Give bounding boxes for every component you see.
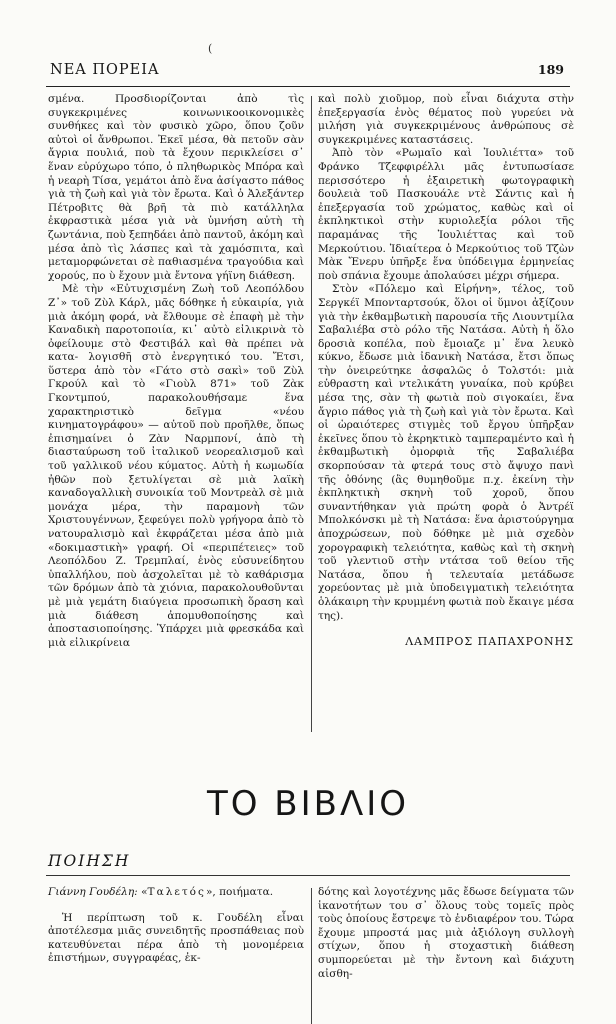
paragraph: σμένα. Προσδιορίζονται ἀπὸ τὶς συγκεκριμένες κοινωνικοοικονομικὲς συνθήκες καὶ τὸν φυσικὸ χῶρο, ὅπου ζοῦν αὐτοὶ οἱ ἄνθρωποι. Ἐκεῖ μέσα, θὰ πετοῦν σὰν ἄγρια πουλιά, ποὺ τὰ ἔχουν περικλείσει σ᾽ ἕναν εὐρύχωρο τόπο, ὁ πληθωρικὸς Μπόρα καὶ ἡ νεαρὴ Τίσα, γεμάτοι ἀπὸ ἕνα ἀσίγαστο πάθος γιὰ τὴ ζωὴ καὶ γιὰ τὸν ἔρωτα. Καὶ ὁ Ἀλεξάντερ Πέτροβιτς θὰ βρῆ τὰ πιὸ κατάλληλα ἐκφραστικὰ μέσα γιὰ νὰ ὑμνήση αὐτὴ τὴ ζωντάνια, ποὺ ξεπηδάει ἀπὸ παντοῦ, ἀκόμη καὶ μέσα ἀπὸ τὶς λάσπες καὶ τὰ χαμόσπιτα, καὶ μεταμορφώνεται σὲ παθιασμένα τραγούδια καὶ χορούς, πο ὺ ἔχουν μιὰ ἔντονα γήϊνη διάθεση. [48, 93, 305, 282]
page-number: 189 [537, 62, 564, 77]
column-divider [311, 96, 312, 732]
running-head [50, 62, 564, 78]
author-signature: ΛΑΜΠΡΟΣ ΠΑΠΑΧΡΟΝΗΣ [405, 635, 574, 649]
review-right-column [318, 886, 574, 981]
book-title: Ταλετός [147, 886, 206, 898]
book-suffix: , ποιήματα. [212, 886, 274, 898]
review-left-column [48, 886, 304, 966]
paragraph: Ἀπὸ τὸν «Ρωμαῖο καὶ Ἰουλιέττα» τοῦ Φράνκο Τζεφφιρέλλι μᾶς ἐντυπωσίασε περισσότερο ἡ ἐξαιρετικὴ φωτογραφικὴ δουλειὰ τοῦ Πασκουάλε ντὲ Σάντις καὶ ἡ ἐπεξεργασία τοῦ χρώματος, καθὼς καὶ οἱ ἐκπληκτικοὶ στὴν κυριολεξία ρόλοι τῆς παραμάνας τῆς Ἰουλιέττας καὶ τοῦ Μερκούτιου. Ἰδιαίτερα ὁ Μερκούτιος τοῦ Τζὼν Μὰκ Ἔνερυ ὑπῆρξε ἕνα ὑπόδειγμα ἑρμηνείας ποὺ σπάνια ἔχουμε ἀπολαύσει μέχρι σήμερα. [318, 147, 574, 282]
column-divider [311, 888, 312, 1024]
paragraph: Μὲ τὴν «Εὐτυχισμένη Ζωὴ τοῦ Λεοπόλδου Ζ᾽» τοῦ Ζὺλ Κάρλ, μᾶς δόθηκε ἡ εὐκαιρία, γιὰ μιὰ ἀκόμη φορά, νὰ ἔλθουμε σὲ ἐπαφὴ μὲ τὴν Καναδικὴ παροτοποιία, κι᾽ αὐτὸ εἰλικρινὰ τὸ ὀφείλουμε στὸ Φεστιβάλ καὶ θὰ πρέπει νὰ κατα- λογισθῆ στὸ ἐνεργητικό του. Ἔτσι, ὕστερα ἀπὸ τὸν «Γάτο στὸ σακὶ» τοῦ Ζὺλ Γκρούλ καὶ τὸ «Γιοὺλ 871» τοῦ Ζὰκ Γκοντμπού, παρακολουθήσαμε ἕνα χαρακτηριστικὸ δεῖγμα «νέου κινηματογράφου» — αὐτοῦ ποὺ προῆλθε, ὅπως ἐπισημαίνει ὁ Ζὰν Ναρμπονί, ἀπὸ τὴ διασταύρωση τοῦ ἰταλικοῦ νεορεαλισμοῦ καὶ τοῦ γαλλικοῦ νέου κύματος. Αὐτὴ ἡ κωμωδία ἠθῶν ποὺ ξετυλίγεται σὲ μιὰ λαϊκὴ καναδογαλλικὴ συνοικία τοῦ Μοντρεὰλ σὲ μιὰ μονάχα μέρα, τὴν παραμονὴ τῶν Χριστουγέννων, ξεφεύγει πολὺ γρήγορα ἀπὸ τὸ νατουραλισμὸ καὶ ἐκφράζεται μέσα ἀπὸ μιὰ «δοκιμαστικὴ» γραφή. Οἱ «περιπέτειες» τοῦ Λεοπόλδου Ζ. Τρεμπλαί, ἑνὸς εὐσυνείδητου ὑπαλλήλου, ποὺ ἀσχολεῖται μὲ τὸ καθάρισμα τῶν δρόμων ἀπὸ τὰ χιόνια, παρακολουθοῦνται μὲ μιὰ γεμάτη διαύγεια προσωπικὴ ὅραση καὶ μιὰ διάθεση ἀπομυθοποίησης καὶ ἀποστασιοποίησης. Ὑπάρχει μιὰ φρεσκάδα καὶ μιὰ εἰλικρίνεια [48, 283, 304, 649]
subsection-title: ΠΟΙΗΣΗ [48, 852, 131, 870]
book-title-open: « [141, 886, 148, 898]
book-title-close: » [205, 886, 213, 898]
section-title: ΤΟ ΒΙΒΛΙΟ [206, 784, 410, 824]
paragraph: δότης καὶ λογοτέχνης μᾶς ἔδωσε δείγματα τῶν ἱκανοτήτων του σ᾽ ὅλους τοὺς τομεῖς πρὸς τοὺς ὁποίους ἔστρεψε τὸ ἐνδιαφέρον του. Τώρα ἔχουμε μπροστά μας μιὰ ἀξιόλογη συλλογὴ στίχων, ὅπου ἡ στοχαστικὴ διάθεση συμπορεύεται μὲ τὴν ἔντονη καὶ διάχυτη αἰσθη- [318, 886, 574, 980]
paragraph: Ἡ περίπτωση τοῦ κ. Γουδέλη εἶναι ἀποτέλεσμα μιᾶς συνειδητῆς προσπάθειας ποὺ κατευθύνεται πέρα ἀπὸ τὴ μονομέρεια ἐπιστήμων, συγγραφέας, ἐκ- [48, 911, 304, 965]
journal-title: ΝΕΑ ΠΟΡΕΙΑ [50, 62, 160, 78]
article-right-column [318, 93, 574, 649]
header-rule [46, 86, 570, 87]
book-author: Γιάννη Γουδέλη: [48, 886, 138, 898]
subsection-rule [46, 875, 570, 876]
paragraph: καὶ πολὺ χιοῦμορ, ποὺ εἶναι διάχυτα στὴν ἐπεξεργασία ἑνὸς θέματος ποὺ γυρεύει νὰ μιλήση γιὰ συγκεκριμένους ἀνθρώπους σὲ συγκεκριμένες καταστάσεις. [318, 93, 574, 146]
paragraph: Στὸν «Πόλεμο καὶ Εἰρήνη», τέλος, τοῦ Σεργκέϊ Μπονταρτσούκ, ὅλοι οἱ ὕμνοι ἀξίζουν γιὰ τὴν ἐκθαμβωτικὴ παρουσία τῆς Λιουντμίλα Σαβαλιέβα στὸ ρόλο τῆς Νατάσα. Αὐτὴ ἡ ὅλο δροσιὰ κοπέλα, ποὺ ἔμοιαζε μ᾽ ἕνα λευκὸ κύκνο, ἔδωσε μιὰ ἰδανικὴ Νατάσα, ἔτσι ὅπως τὴν ὀνειρεύτηκε ἀσφαλῶς ὁ Τολστόι: μιὰ εὐθραστη καὶ ντελικάτη γυναίκα, ποὺ κρύβει μέσα της, σὰν τὴ φωτιὰ ποὺ σιγοκαίει, ἕνα ἄγριο πάθος γιὰ τὴ ζωὴ καὶ γιὰ τὸν ἔρωτα. Καὶ οἱ ὡραιότερες στιγμὲς τοῦ ἔργου ὑπῆρξαν ἐκεῖνες ὅπου τὸ ἐκρηκτικὸ ταμπεραμέντο καὶ ἡ ἐκθαμβωτικὴ ὀμορφιὰ τῆς Σαβαλιέβα σκορπούσαν τὰ φτερά τους στὸ ἄψυχο πανὶ τῆς ὀθόνης (ἂς θυμηθοῦμε π.χ. ἐκείνη τὴν ἐκπληκτικὴ σκηνὴ τοῦ χοροῦ, ὅπου συναντήθηκαν γιὰ πρώτη φορὰ ὁ Ἀντρέϊ Μπολκόνσκι μὲ τὴ Νατάσα: ἕνα ἀριστούργημα ἀποχρώσεων, ποὺ δόθηκε μὲ μιὰ σχεδὸν χορογραφικὴ τελειότητα, καθὼς καὶ τὴ σκηνὴ τοῦ γλεντιοῦ στὴν ντάτσα τοῦ θείου τῆς Νατάσα, ὅπου ἡ τελευταία μετάδωσε χορεύοντας μὲ μιὰ ὑποδειγματικὴ τελειότητα ὁλάκαιρη τὴν κρυμμένη φωτιὰ ποὺ ἔκαιγε μέσα της). [318, 283, 574, 622]
stray-mark: ( [208, 42, 213, 55]
book-citation [48, 886, 304, 900]
article-left-column [48, 93, 304, 650]
